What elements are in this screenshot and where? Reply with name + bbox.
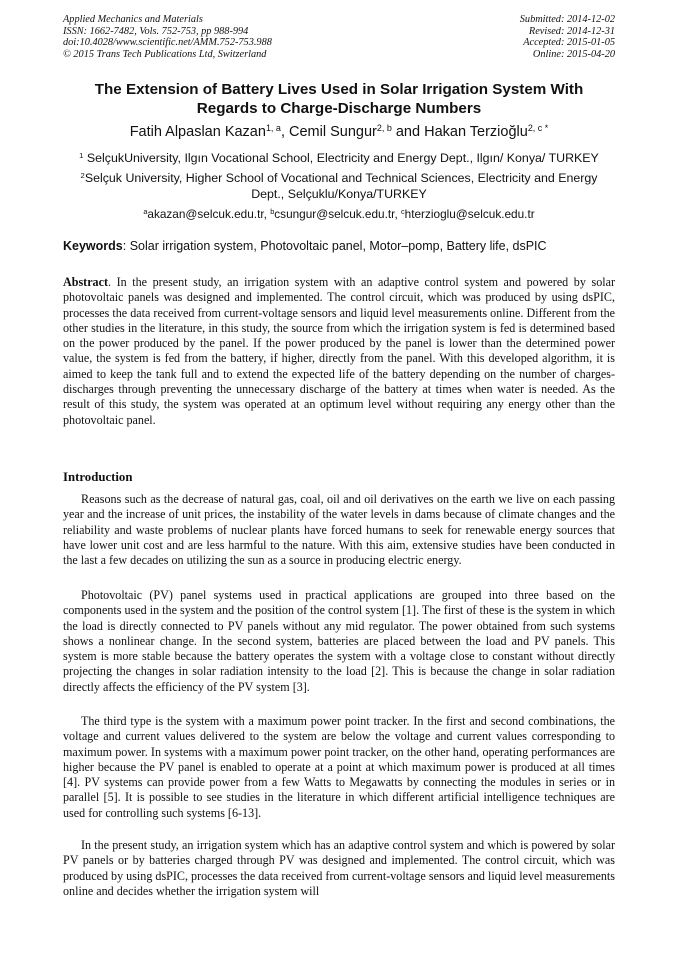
revised-date: Revised: 2014-12-31 (528, 25, 615, 37)
online-date: Online: 2015-04-20 (532, 48, 615, 60)
email-marker: a (143, 206, 148, 216)
paper-title: The Extension of Battery Lives Used in Solar Irrigation System With Regards to Charge-Discharge Numbers (94, 81, 584, 117)
abstract-label: Abstract (63, 275, 109, 289)
author-name: Hakan Terzioğlu (424, 124, 528, 140)
author-name: Cemil Sungur (289, 124, 377, 140)
keywords-label: Keywords (63, 239, 123, 253)
email-marker: c (401, 206, 405, 216)
body-paragraph: The third type is the system with a maximum power point tracker. In the first and second combinations, the voltage and current values delivered to the system are below the voltage and current values corresponding to maximum power. In systems with a maximum power point tracker, on the other hand, operating performances are higher because the PV panel is enabled to operate at a point at which maximum power is produced at all times [4]. PV systems can provide power from a few Watts to Megawatts by connecting the modules in series or in parallel [5]. It is possible to see studies in the literature in which different artificial intelligence techniques are used for controlling such systems [6-13]. (63, 714, 615, 820)
abstract-text: . In the present study, an irrigation system with an adaptive control system and powered by solar photovoltaic panels was designed and implemented. The control circuit, which was produced by using dsPIC, processes the data received from current-voltage sensors and liquid level measurements online. Different from the other studies in the literature, in this study, the source from which the irrigation system is fed is determined based on the power produced by the panel. If the power produced by the panel is lower than the determined power value, the system is fed from the battery, if higher, directly from the panel. With this developed algorithm, it is aimed to keep the tank full and to extend the expected life of the battery depending on the number of charges-discharges through preventing the unnecessary discharge of the battery at times when water is needed. As the result of this study, the system was operated at an optimum level without requiring any energy other than the photovoltaic panel. (63, 275, 615, 427)
publication-dates (520, 14, 615, 60)
accepted-date: Accepted: 2015-01-05 (523, 37, 615, 49)
abstract (63, 275, 615, 428)
author-affiliation-marker: 2, c * (527, 123, 549, 134)
author-separator: and (391, 124, 425, 140)
body-paragraph: Photovoltaic (PV) panel systems used in practical applications are grouped into three based on the components used in the system and the position of the control system [1]. The first of these is the system in which the load is directly connected to PV panels without any mid regulator. The power obtained from such systems shows a nonlinear change. In the second system, batteries are placed between the load and PV panels. This system is more stable because the battery operates the system with a voltage close to constant without directly projecting the changes in solar radiation intensity to the load [2]. This is because the change in solar radiation directly affects the efficiency of the PV system [3]. (63, 588, 615, 694)
author-separator: , (280, 124, 289, 140)
email-marker: b (270, 206, 275, 216)
submitted-date: Submitted: 2014-12-02 (519, 14, 615, 25)
email-address: akazan@selcuk.edu.tr, (147, 207, 271, 221)
affiliation-marker: 2 (80, 170, 85, 180)
author-affiliation-marker: 2, b (376, 123, 392, 134)
author-affiliation-marker: 1, a (265, 123, 281, 134)
affiliation-text: Selçuk University, Higher School of Vocational and Technical Sciences, Electricity and Energy Dept., Selçuklu/Konya/TURKEY (84, 171, 598, 201)
affiliation (63, 170, 615, 202)
body-paragraph: In the present study, an irrigation system which has an adaptive control system and which is powered by solar PV panels or by batteries charged through PV was designed and implemented. The control circuit, which was produced by using dsPIC, processes the data received from current-voltage sensors and liquid level measurements online and decides whether the irrigation system will (63, 838, 615, 898)
author-name: Fatih Alpaslan Kazan (129, 124, 266, 140)
body-paragraph: Reasons such as the decrease of natural gas, coal, oil and oil derivatives on the earth we live on each passing year and the increase of unit prices, the instability of the water levels in dams because of climate changes and the reliability and waste problems of nuclear plants have forced humans to seek for renewable energy sources that have lower unit cost and are less harmful to the nature. With this aim, extensive studies have been conducted in the last a few decades on utilizing the sun as a source in producing electric energy. (63, 492, 615, 568)
journal-info (63, 14, 272, 60)
email-address: hterzioglu@selcuk.edu.tr (404, 207, 535, 221)
keywords-text: : Solar irrigation system, Photovoltaic panel, Motor–pomp, Battery life, dsPIC (122, 239, 547, 253)
author-emails (63, 206, 615, 222)
issn-line: ISSN: 1662-7482, Vols. 752-753, pp 988-994 (63, 25, 249, 37)
affiliation (63, 150, 615, 166)
section-heading: Introduction (63, 470, 133, 484)
email-address: csungur@selcuk.edu.tr, (274, 207, 401, 221)
doi-line: doi:10.4028/www.scientific.net/AMM.752-753.988 (63, 37, 272, 49)
copyright-line: © 2015 Trans Tech Publications Ltd, Switzerland (63, 48, 267, 60)
author-list (63, 123, 615, 141)
keywords (63, 238, 615, 254)
affiliation-marker: 1 (79, 150, 84, 160)
affiliation-text: SelçukUniversity, Ilgın Vocational School, Electricity and Energy Dept., Ilgın/ Konya/ TURKEY (83, 151, 599, 165)
journal-name: Applied Mechanics and Materials (63, 14, 203, 25)
